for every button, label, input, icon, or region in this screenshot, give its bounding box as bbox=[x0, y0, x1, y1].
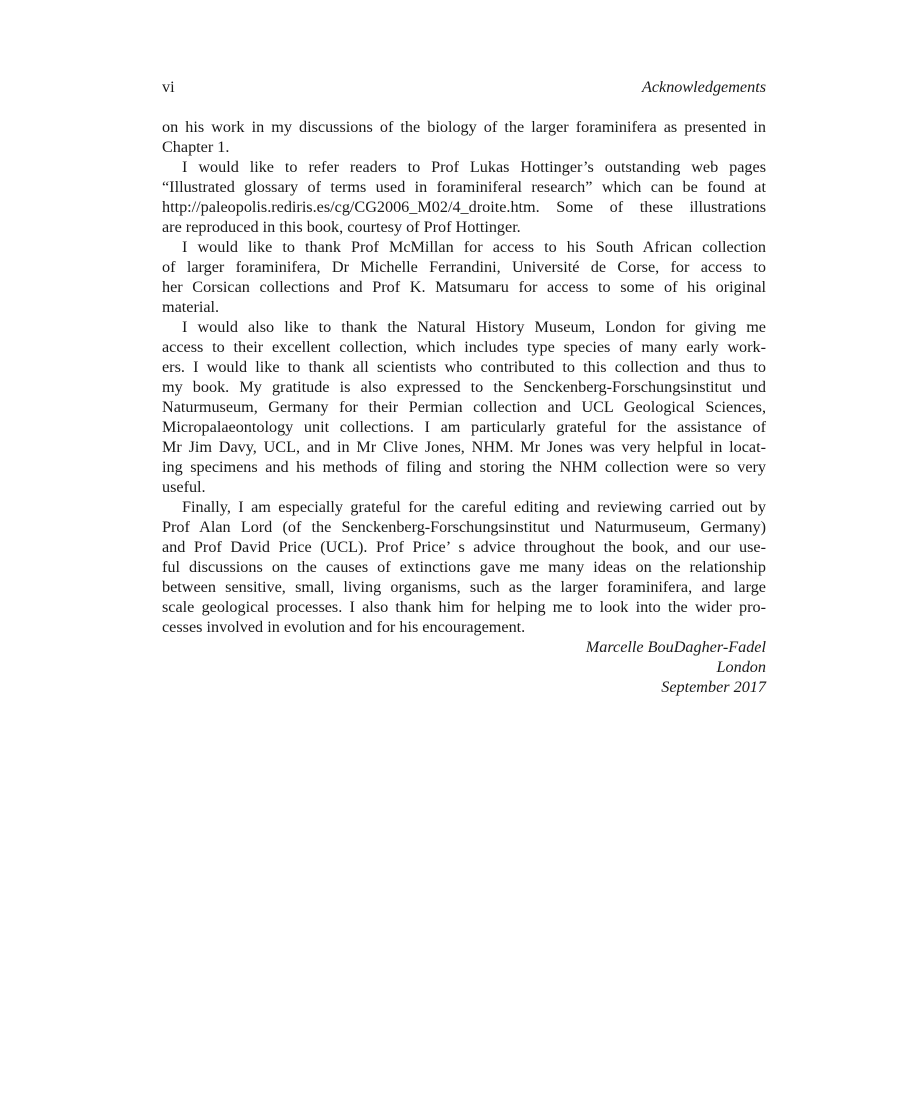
text-line: ful discussions on the causes of extinctions gave me many ideas on the relationship bbox=[162, 558, 766, 576]
paragraphs bbox=[162, 117, 766, 637]
page-number: vi bbox=[162, 78, 175, 96]
text-line: Finally, I am especially grateful for the careful editing and reviewing carried out by bbox=[182, 498, 766, 516]
text-line: her Corsican collections and Prof K. Matsumaru for access to some of his original bbox=[162, 278, 766, 296]
text-line: of larger foraminifera, Dr Michelle Ferrandini, Université de Corse, for access to bbox=[162, 258, 766, 276]
signature-date: September 2017 bbox=[661, 678, 766, 696]
text-line: Chapter 1. bbox=[162, 138, 230, 156]
running-header bbox=[162, 77, 766, 97]
text-line: access to their excellent collection, which includes type species of many early work- bbox=[162, 338, 766, 356]
text-line: ing specimens and his methods of filing and storing the NHM collection were so very bbox=[162, 458, 766, 476]
text-line: between sensitive, small, living organisms, such as the larger foraminifera, and large bbox=[162, 578, 766, 596]
text-line: I would also like to thank the Natural History Museum, London for giving me bbox=[182, 318, 766, 336]
text-line: and Prof David Price (UCL). Prof Price’ s advice throughout the book, and our use- bbox=[162, 538, 766, 556]
text-line: are reproduced in this book, courtesy of Prof Hottinger. bbox=[162, 218, 521, 236]
paragraph bbox=[162, 117, 766, 157]
signature-block bbox=[162, 637, 766, 697]
text-line: Micropalaeontology unit collections. I am particularly grateful for the assistance of bbox=[162, 418, 766, 436]
text-line: http://paleopolis.rediris.es/cg/CG2006_M02/4_droite.htm. Some of these illustrations bbox=[162, 198, 766, 216]
text-line: cesses involved in evolution and for his encouragement. bbox=[162, 618, 526, 636]
text-line: I would like to refer readers to Prof Lukas Hottinger’s outstanding web pages bbox=[182, 158, 766, 176]
paragraph bbox=[162, 237, 766, 317]
acknowledgements-body bbox=[162, 117, 766, 697]
text-line: Mr Jim Davy, UCL, and in Mr Clive Jones, NHM. Mr Jones was very helpful in locat- bbox=[162, 438, 766, 456]
paragraph bbox=[162, 157, 766, 237]
text-line: I would like to thank Prof McMillan for access to his South African collection bbox=[182, 238, 766, 256]
text-line: useful. bbox=[162, 478, 206, 496]
text-line: ers. I would like to thank all scientists who contributed to this collection and thus to bbox=[162, 358, 766, 376]
text-line: material. bbox=[162, 298, 220, 316]
signature-place: London bbox=[716, 658, 766, 676]
signature-name: Marcelle BouDagher-Fadel bbox=[585, 638, 766, 656]
text-line: on his work in my discussions of the biology of the larger foraminifera as presented in bbox=[162, 118, 766, 136]
text-line: “Illustrated glossary of terms used in foraminiferal research” which can be found at bbox=[162, 178, 766, 196]
running-title: Acknowledgements bbox=[641, 78, 766, 96]
text-line: my book. My gratitude is also expressed to the Senckenberg-Forschungsinstitut und bbox=[162, 378, 766, 396]
text-line: Naturmuseum, Germany for their Permian collection and UCL Geological Sciences, bbox=[162, 398, 766, 416]
paragraph bbox=[162, 497, 766, 637]
text-line: Prof Alan Lord (of the Senckenberg-Forschungsinstitut und Naturmuseum, Germany) bbox=[162, 518, 766, 536]
text-line: scale geological processes. I also thank him for helping me to look into the wider pro- bbox=[162, 598, 766, 616]
paragraph bbox=[162, 317, 766, 497]
